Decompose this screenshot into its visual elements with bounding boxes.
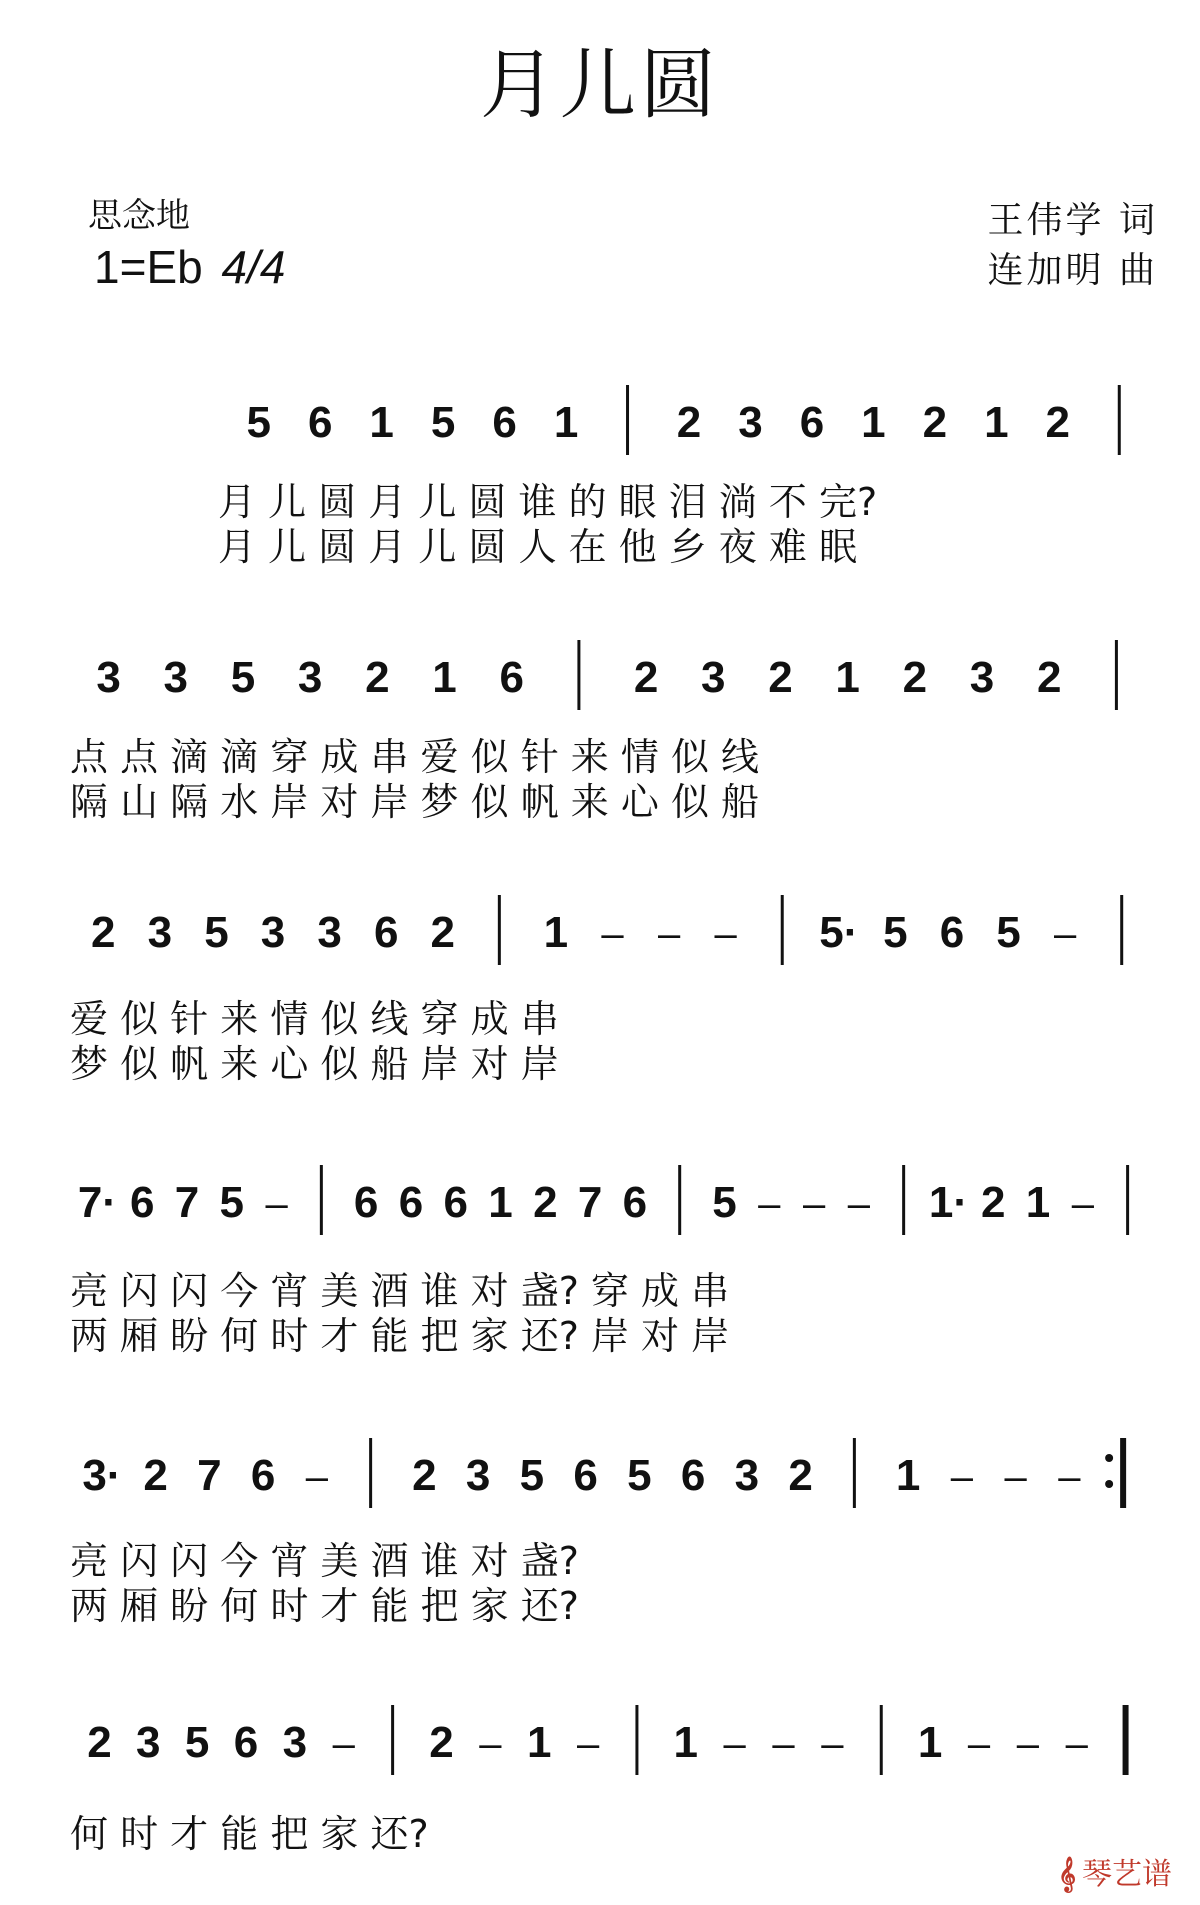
music-system-1: [0, 375, 1200, 485]
note: 3: [260, 908, 286, 957]
dash-sustain: –: [772, 1722, 795, 1766]
note: 6: [307, 398, 333, 447]
note: 1: [432, 653, 457, 702]
note: 2: [980, 1178, 1006, 1227]
note: 3: [969, 653, 995, 702]
dash-sustain: –: [332, 1722, 355, 1766]
note: 6: [250, 1451, 276, 1500]
dash-sustain: –: [1065, 1722, 1088, 1766]
note: 6: [622, 1178, 648, 1227]
dash-sustain: –: [305, 1455, 328, 1499]
note: 2: [902, 653, 928, 702]
dash-sustain: –: [265, 1182, 288, 1226]
dash-sustain: –: [1058, 1455, 1081, 1499]
note: 2: [922, 398, 948, 447]
note: 6: [443, 1178, 468, 1227]
note: 6: [573, 1451, 598, 1500]
note: 1: [543, 908, 569, 957]
dash-sustain: –: [758, 1182, 781, 1226]
note: 2: [1045, 398, 1071, 447]
note: 6: [373, 908, 399, 957]
note: 5: [246, 398, 271, 447]
logo-icon: 𝄞: [1058, 1857, 1076, 1892]
dash-sustain: –: [821, 1722, 844, 1766]
lyric-line: 月 儿 圆 月 儿 圆 谁 的 眼 泪 淌 不 完?: [218, 480, 878, 524]
note: 1: [526, 1718, 552, 1767]
repeat-dot: [1105, 1454, 1113, 1462]
note: 2: [412, 1451, 437, 1500]
repeat-dot: [1105, 1480, 1113, 1488]
note: 6: [680, 1451, 706, 1500]
composer-credit: 连加明 曲: [987, 250, 1158, 291]
note: 5: [219, 1178, 245, 1227]
note: 5: [627, 1451, 652, 1500]
note: 1·: [928, 1178, 968, 1227]
note: 1: [984, 398, 1009, 447]
note: 6: [799, 398, 825, 447]
site-watermark: [1058, 1849, 1172, 1893]
note: 2: [633, 653, 659, 702]
note: 3: [96, 653, 121, 702]
note: 6: [398, 1178, 424, 1227]
note: 2: [143, 1451, 168, 1500]
music-system-4: [0, 1155, 1200, 1265]
note: 3: [738, 398, 763, 447]
note: 1: [835, 653, 860, 702]
note: 3: [465, 1451, 491, 1500]
watermark-label: 琴艺谱: [1082, 1857, 1172, 1892]
staff-notation-6: [0, 1695, 1200, 1805]
note: 1: [553, 398, 579, 447]
note: 3: [163, 653, 189, 702]
note: 2: [788, 1451, 813, 1500]
lyric-line: 何 时 才 能 把 家 还?: [70, 1812, 429, 1856]
note: 5: [883, 908, 908, 957]
note: 1: [488, 1178, 513, 1227]
note: 2: [430, 908, 456, 957]
note: 1: [673, 1718, 699, 1767]
note: 3: [297, 653, 323, 702]
note: 7·: [77, 1178, 117, 1227]
music-system-6: [0, 1695, 1200, 1805]
dash-sustain: –: [1054, 912, 1077, 956]
note: 1: [895, 1451, 921, 1500]
note: 1: [369, 398, 394, 447]
dash-sustain: –: [1016, 1722, 1039, 1766]
staff-notation-1: [0, 375, 1200, 485]
music-system-2: [0, 630, 1200, 740]
note: 2: [87, 1718, 112, 1767]
lyricist-credit: 王伟学 词: [987, 200, 1158, 241]
note: 6: [939, 908, 965, 957]
tempo-marking: 思念地: [88, 196, 190, 236]
note: 2: [768, 653, 793, 702]
time-signature: 4/4: [221, 241, 286, 293]
lyric-line: 两 厢 盼 何 时 才 能 把 家 还? 岸 对 岸: [70, 1314, 730, 1358]
lyric-line: 亮 闪 闪 今 宵 美 酒 谁 对 盏?: [70, 1539, 579, 1583]
note: 1: [861, 398, 886, 447]
dash-sustain: –: [479, 1722, 502, 1766]
note: 3: [147, 908, 173, 957]
note: 5: [230, 653, 256, 702]
note: 6: [233, 1718, 259, 1767]
note: 6: [492, 398, 517, 447]
dash-sustain: –: [847, 1182, 870, 1226]
staff-notation-2: [0, 630, 1200, 740]
key-label: 1=Eb: [94, 241, 203, 293]
note: 2: [91, 908, 116, 957]
music-system-3: [0, 885, 1200, 995]
dash-sustain: –: [802, 1182, 826, 1226]
staff-notation-3: [0, 885, 1200, 995]
note: 3: [282, 1718, 308, 1767]
lyric-line: 隔 山 隔 水 岸 对 岸 梦 似 帆 来 心 似 船: [70, 780, 760, 824]
lyric-line: 两 厢 盼 何 时 才 能 把 家 还?: [70, 1584, 579, 1628]
note: 5: [996, 908, 1021, 957]
note: 3: [317, 908, 342, 957]
note: 2: [1036, 653, 1062, 702]
note: 6: [129, 1178, 155, 1227]
note: 3: [701, 653, 726, 702]
music-system-5: [0, 1428, 1200, 1538]
note: 5: [712, 1178, 737, 1227]
song-title: 月儿圆: [480, 40, 720, 129]
note: 3: [136, 1718, 161, 1767]
note: 2: [533, 1178, 558, 1227]
key-signature: [94, 240, 285, 294]
note: 2: [676, 398, 702, 447]
note: 1: [917, 1718, 943, 1767]
dash-sustain: –: [576, 1722, 600, 1766]
note: 5: [184, 1718, 210, 1767]
note: 5: [430, 398, 456, 447]
note: 7: [577, 1178, 603, 1227]
dash-sustain: –: [1071, 1182, 1094, 1226]
lyric-line: 亮 闪 闪 今 宵 美 酒 谁 对 盏? 穿 成 串: [70, 1269, 730, 1313]
dash-sustain: –: [950, 1455, 973, 1499]
note: 2: [365, 653, 390, 702]
note: 7: [197, 1451, 222, 1500]
lyric-line: 点 点 滴 滴 穿 成 串 爱 似 针 来 情 似 线: [70, 735, 760, 779]
dash-sustain: –: [657, 912, 681, 956]
note: 5: [204, 908, 229, 957]
note: 6: [353, 1178, 379, 1227]
note: 5·: [819, 908, 859, 957]
staff-notation-5: [0, 1428, 1200, 1538]
dash-sustain: –: [601, 912, 624, 956]
note: 3·: [82, 1451, 122, 1500]
lyric-line: 月 儿 圆 月 儿 圆 人 在 他 乡 夜 难 眠: [218, 525, 857, 569]
lyric-line: 梦 似 帆 来 心 似 船 岸 对 岸: [70, 1042, 559, 1086]
note: 2: [429, 1718, 454, 1767]
note: 5: [519, 1451, 545, 1500]
dash-sustain: –: [714, 912, 737, 956]
lyric-line: 爱 似 针 来 情 似 线 穿 成 串: [70, 997, 559, 1041]
dash-sustain: –: [723, 1722, 746, 1766]
note: 3: [734, 1451, 760, 1500]
note: 7: [174, 1178, 200, 1227]
staff-notation-4: [0, 1155, 1200, 1265]
dash-sustain: –: [1004, 1455, 1027, 1499]
note: 1: [1025, 1178, 1051, 1227]
dash-sustain: –: [967, 1722, 991, 1766]
note: 6: [499, 653, 524, 702]
